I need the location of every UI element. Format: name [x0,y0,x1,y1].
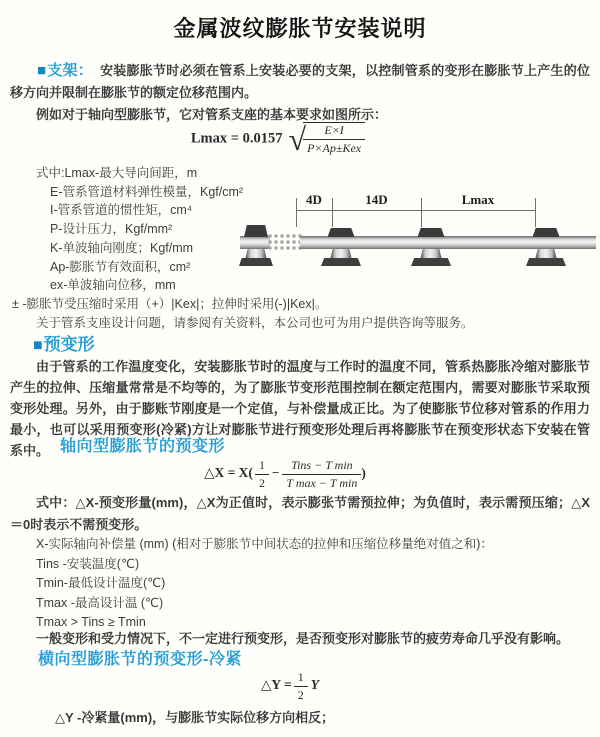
definition-line: Tins -安装温度(℃) [36,556,140,571]
definition-line: Ap-膨胀节有效面积，cm² [50,259,191,274]
predeform-paragraph: 由于管系的工作温度变化，安装膨胀节时的温度与工作时的温度不同，管系热膨胀冷缩对膨胀节产生的拉伸、压缩量常常是不均等的，为了膨胀节变形范围控制在额定范围内，需要对膨胀节采取预变形处理。另外，由于膨账节刚度是一个定值，与补偿量成正比。为了使膨胀节位移对管系的作用力最小，也可以采用预变形(冷紧)方让对膨胀节进行预变形处理后再将膨胀节在预变形状态下安装在管系中。 [10,359,590,458]
axial-variable-list [10,535,590,633]
pipe-support [409,193,453,273]
definition-line: Tmax > Tins ≥ Tmin [36,615,146,629]
definition-line: ± -膨胀节受压缩时采用（+）|Kex|；拉伸时采用(-)|Kex|。 [12,296,328,311]
support-base [526,258,566,266]
sqrt-sign: √ [288,121,307,157]
minus-sign: − [271,465,280,481]
dim-label-14d: 14D [365,192,388,207]
pipe-clamp [418,228,445,237]
lmax-formula-fraction [303,122,365,156]
anchor-support [236,193,276,273]
definition-line: Tmax -最高设计温 (℃) [36,595,164,610]
lateral-formula-rhs: Y [310,677,319,693]
definition-line: E-管系管道材料弹性模量，Kgf/cm² [50,184,244,199]
pipe-support [524,193,568,273]
definition-line: 关于管系支座设计问题，请参阅有关资料，本公司也可为用户提供咨询等服务。 [36,315,474,330]
example-line: 例如对于轴向型膨胀节，它对管系支座的基本要求如图所示： [36,107,388,122]
one-half-fraction: $\frac{1}{2}$ [255,458,269,491]
lateral-formula-lhs: △Y = [261,677,292,693]
definition-line: I-管系管道的惯性矩，cm⁴ [50,203,193,218]
predeform-heading [33,330,95,355]
definition-line: P-设计压力，Kgf/mm² [50,222,173,237]
support-pedestal [331,249,352,258]
definition-line: X-实际轴向补偿量 (mm) (相对于膨胀节中间状态的拉伸和压缩位移量绝对值之和)： [36,537,493,551]
axial-formula-lhs: △X = X( [204,465,253,481]
lateral-predeform-heading: 横向型膨胀节的预变形-冷紧 [38,651,242,668]
definition-line: 式中:Lmax-最大导向间距，m [36,166,198,180]
support-requirement-diagram [240,193,598,283]
lmax-formula-denominator: P×Ap±Kex [307,141,362,155]
support-base [239,258,273,266]
lmax-formula [0,122,556,156]
one-half-fraction: $\frac{1}{2}$ [294,670,308,703]
support-intro-text: 安装膨胀节时必须在管系上安装必要的支架，以控制管系的变形在膨胀节上产生的位移方向并限制在膨胀节的额定位移范围内。 [10,63,590,100]
axial-explain-paragraph: 式中：△X-预变形量(mm)，△X为正值时，表示膨张节需预拉伸；为负值时，表示需预压缩；△X＝0时表示不需预变形。 [10,495,590,532]
lateral-predeform-formula [0,670,580,703]
axial-predeform-heading: 轴向型膨胀节的预变形 [60,438,226,455]
axial-predeform-formula [0,458,570,491]
lateral-note: △Y -冷紧量(mm)，与膨胀节实际位移方向相反； [55,710,335,725]
blue-square-icon: ■ [37,62,47,79]
support-pedestal [421,249,442,258]
support-pedestal [536,249,557,258]
support-intro-paragraph [10,60,590,104]
lmax-formula-numerator: E×I [303,123,365,140]
predeform-heading-text: 预变形 [43,335,95,354]
dim-label-4d: 4D [306,192,322,207]
lmax-formula-lhs: Lmax = 0.0157 [190,130,283,147]
support-base [321,258,361,266]
temperature-fraction: $\frac{\text{Tins − T min}}{\text{T max − T min}}$ [282,458,361,491]
pipe-support [319,193,363,273]
pipe-clamp [533,228,560,237]
support-section-label: 支架： [47,62,94,79]
definition-line: ex-单波轴向位移，mm [50,278,176,293]
definition-line: Tmin-最低设计温度(℃) [36,576,166,590]
definition-line: K-单波轴向刚度；Kgf/mm [50,240,194,255]
support-base [411,258,451,266]
blue-square-icon: ■ [33,337,43,354]
dim-label-lmax: Lmax [461,192,495,207]
page-title: 金属波纹膨胀节安装说明 [173,16,427,41]
pipe-clamp [328,228,355,237]
close-paren: ) [361,465,366,481]
support-pedestal [246,249,267,258]
pipe-clamp [244,225,268,237]
dimension-tick [296,198,297,227]
axial-note: 一般变形和受力情况下，不一定进行预变形，是否预变形对膨胀节的疲劳寿命几乎没有影响。 [36,631,570,646]
